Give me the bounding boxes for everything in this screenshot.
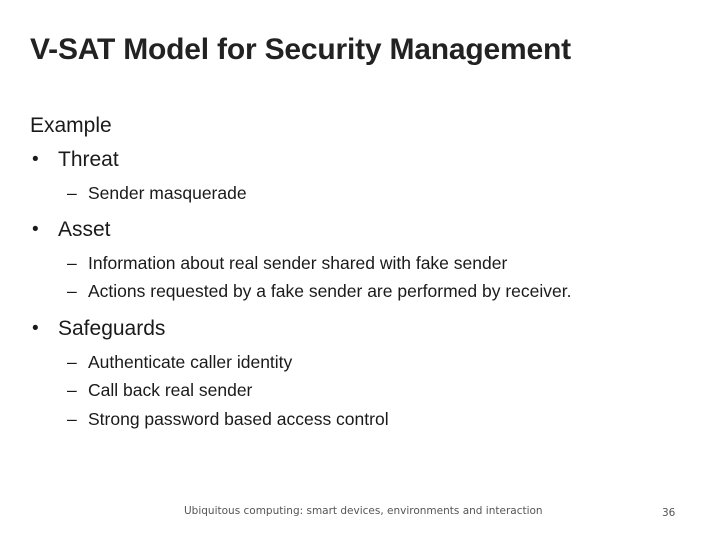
slide-content — [30, 112, 700, 433]
bullet-safeguards-label: Safeguards — [58, 316, 166, 340]
intro-text: Example — [30, 114, 112, 137]
bullet-threat-label: Threat — [58, 148, 119, 171]
bullet-threat — [30, 146, 700, 174]
sub-item-text: Authenticate caller identity — [88, 351, 293, 372]
bullet-marker: • — [32, 149, 39, 170]
slide-footer: Ubiquitous computing: smart devices, environments and interaction — [184, 505, 543, 517]
sub-item — [30, 179, 700, 208]
dash-marker: – — [67, 183, 77, 203]
sub-item — [30, 277, 700, 306]
sub-item-text: Information about real sender shared with fake sender — [88, 252, 508, 273]
sub-item — [30, 249, 700, 278]
bullet-marker: • — [32, 218, 39, 240]
dash-marker: – — [67, 252, 77, 273]
sub-item — [30, 405, 700, 434]
dash-marker: – — [67, 380, 77, 400]
sub-item-text: Strong password based access control — [88, 408, 389, 429]
page-number: 36 — [662, 507, 676, 519]
safeguards-sublist — [30, 348, 700, 434]
sub-item — [30, 376, 700, 405]
sub-item-text: Call back real sender — [88, 380, 253, 400]
sub-item-text: Sender masquerade — [88, 183, 247, 203]
bullet-asset-label: Asset — [58, 217, 111, 241]
dash-marker: – — [67, 351, 77, 372]
bullet-asset — [30, 216, 700, 244]
asset-sublist — [30, 249, 700, 306]
threat-sublist — [30, 179, 700, 208]
slide-title: V-SAT Model for Security Management — [30, 33, 571, 66]
sub-item-text: Actions requested by a fake sender are performed by receiver. — [88, 281, 572, 301]
dash-marker: – — [67, 408, 77, 429]
sub-item — [30, 348, 700, 377]
bullet-safeguards — [30, 315, 700, 343]
bullet-marker: • — [32, 317, 39, 339]
dash-marker: – — [67, 281, 77, 301]
